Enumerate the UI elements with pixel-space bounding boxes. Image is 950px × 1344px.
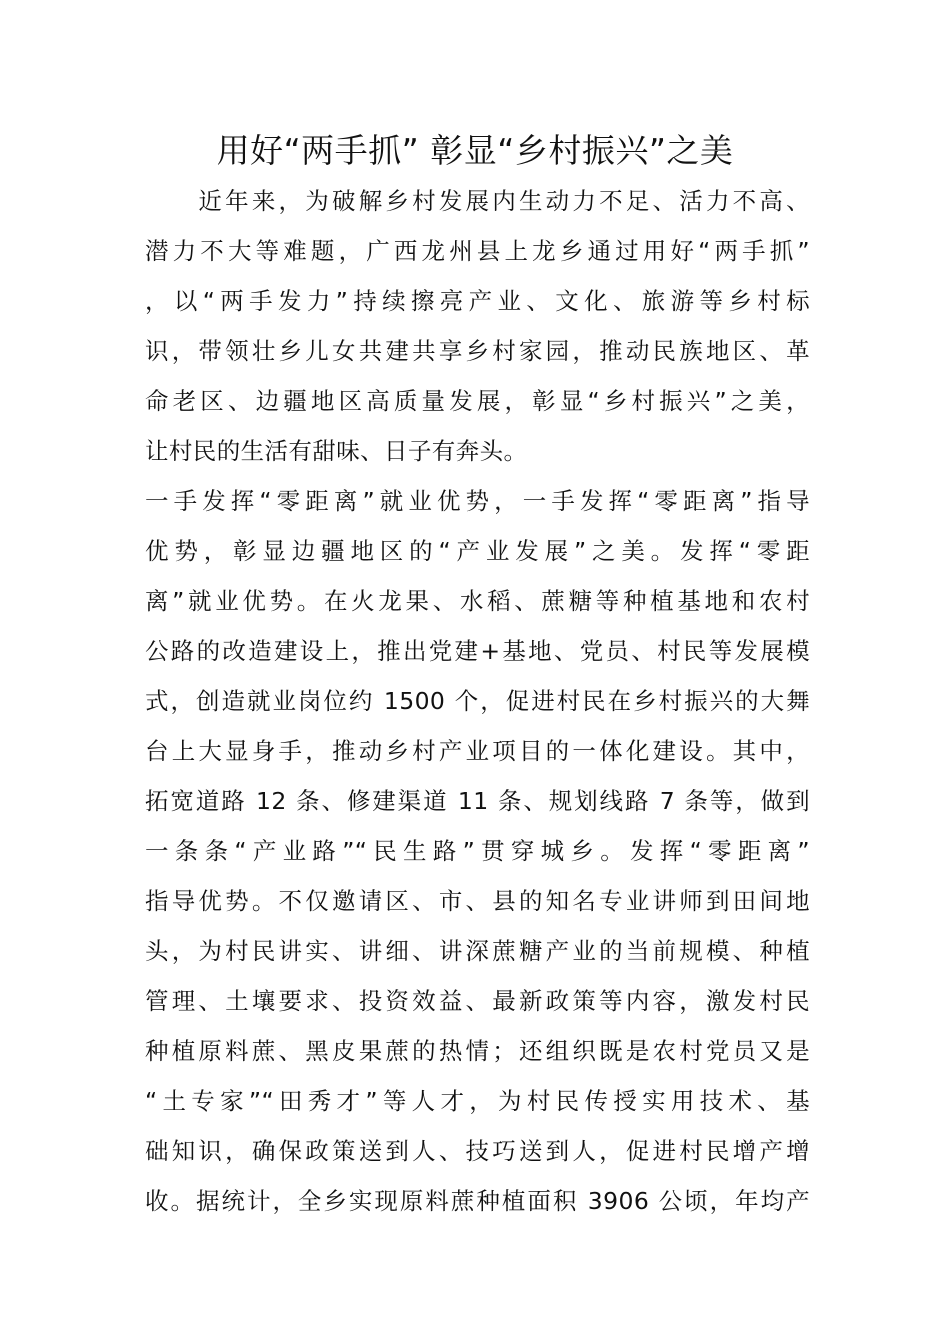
text-line: 收。据统计，全乡实现原料蔗种植面积 3906 公顷，年均产 bbox=[145, 1187, 810, 1215]
text-line: 拓宽道路 12 条、修建渠道 11 条、规划线路 7 条等，做到 bbox=[145, 787, 810, 815]
text-line: 头，为村民讲实、讲细、讲深蔗糖产业的当前规模、种植 bbox=[145, 937, 810, 965]
text-line: 离”就业优势。在火龙果、水稻、蔗糖等种植基地和农村 bbox=[145, 587, 810, 615]
text-line: 一条条“产业路”“民生路”贯穿城乡。发挥“零距离” bbox=[145, 837, 810, 865]
text-line: “土专家”“田秀才”等人才，为村民传授实用技术、基 bbox=[145, 1087, 810, 1115]
document-title: 用好“两手抓” 彰显“乡村振兴”之美 bbox=[216, 131, 734, 170]
text-line: 管理、土壤要求、投资效益、最新政策等内容，激发村民 bbox=[145, 987, 810, 1015]
text-line: 台上大显身手，推动乡村产业项目的一体化建设。其中， bbox=[145, 737, 810, 765]
text-line: 一手发挥“零距离”就业优势，一手发挥“零距离”指导 bbox=[145, 487, 810, 515]
text-line: 种植原料蔗、黑皮果蔗的热情；还组织既是农村党员又是 bbox=[145, 1037, 810, 1065]
text-line: ，以“两手发力”持续擦亮产业、文化、旅游等乡村标 bbox=[145, 287, 810, 315]
text-line: 式，创造就业岗位约 1500 个，促进村民在乡村振兴的大舞 bbox=[145, 687, 810, 715]
text-line: 让村民的生活有甜味、日子有奔头。 bbox=[145, 437, 528, 465]
text-line: 潜力不大等难题，广西龙州县上龙乡通过用好“两手抓” bbox=[145, 237, 810, 265]
text-line: 优势，彰显边疆地区的“产业发展”之美。发挥“零距 bbox=[145, 537, 810, 565]
text-line: 命老区、边疆地区高质量发展，彰显“乡村振兴”之美， bbox=[145, 387, 810, 415]
text-line: 础知识，确保政策送到人、技巧送到人，促进村民增产增 bbox=[145, 1137, 810, 1165]
text-line: 公路的改造建设上，推出党建+基地、党员、村民等发展模 bbox=[145, 637, 810, 665]
text-line: 识，带领壮乡儿女共建共享乡村家园，推动民族地区、革 bbox=[145, 337, 810, 365]
text-line: 近年来，为破解乡村发展内生动力不足、活力不高、 bbox=[145, 187, 810, 215]
text-line: 指导优势。不仅邀请区、市、县的知名专业讲师到田间地 bbox=[145, 887, 810, 915]
document-body bbox=[145, 176, 810, 1226]
